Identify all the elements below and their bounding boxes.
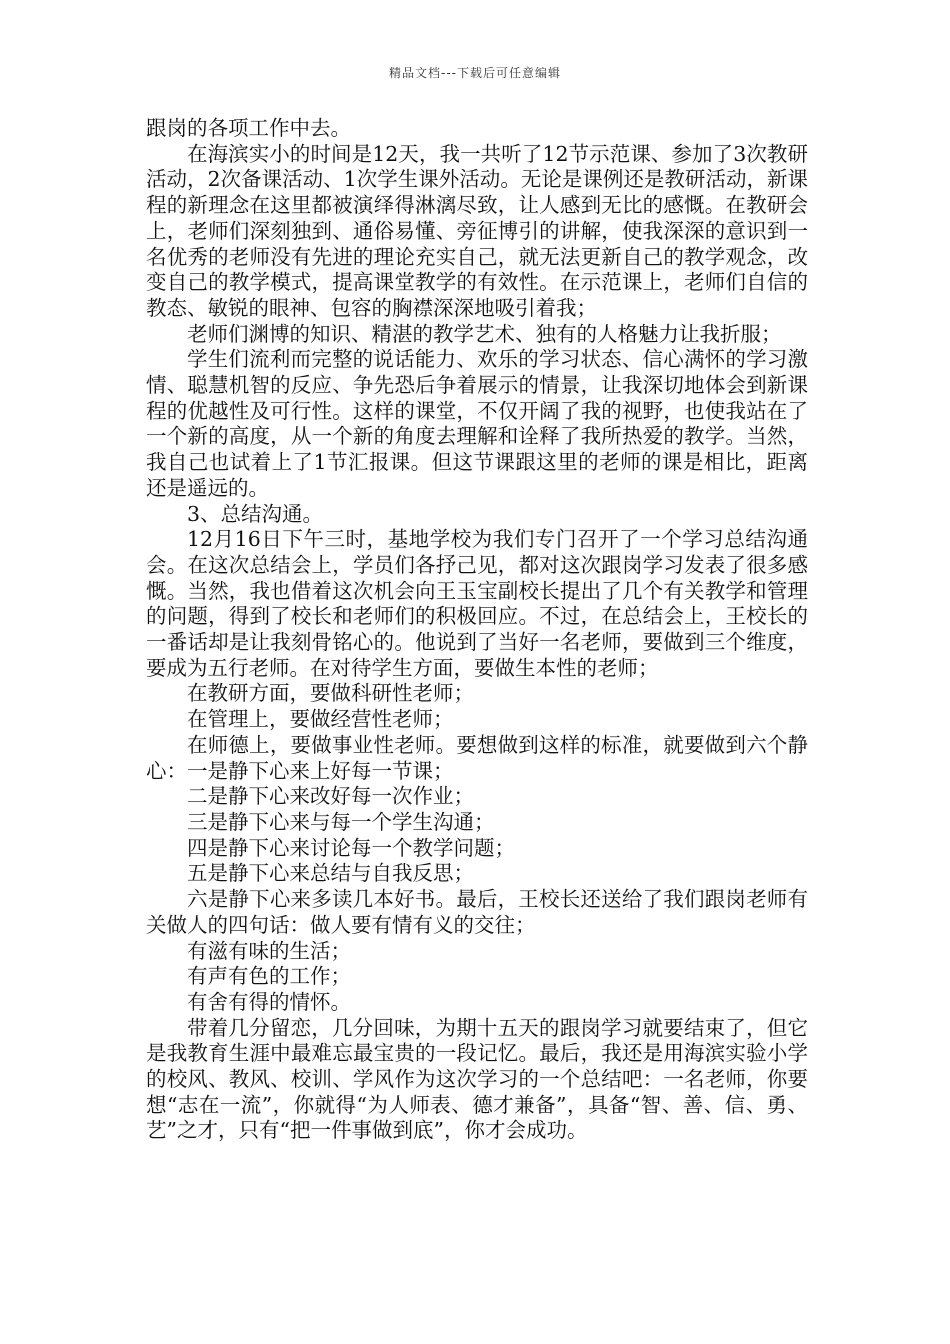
paragraph: 12月16日下午三时，基地学校为我们专门召开了一个学习总结沟通会。在这次总结会上，学员们各抒己见，都对这次跟岗学习发表了很多感慨。当然，我也借着这次机会向王玉宝副校长提出了几个有关教学和管理的问题，得到了校长和老师们的积极回应。不过，在总结会上，王校长的一番话却是让我刻骨铭心的。他说到了当好一名老师，要做到三个维度，要成为五行老师。在对待学生方面，要做生本性的老师； <box>146 527 808 680</box>
paragraph: 在海滨实小的时间是12天，我一共听了12节示范课、参加了3次教研活动，2次备课活动、1次学生课外活动。无论是课例还是教研活动，新课程的新理念在这里都被演绎得淋漓尽致，让人感到无比的感慨。在教研会上，老师们深刻独到、通俗易懂、旁征博引的讲解，使我深深的意识到一名优秀的老师没有先进的理论充实自己，就无法更新自己的教学观念，改变自己的教学模式，提高课堂教学的有效性。在示范课上，老师们自信的教态、敏锐的眼神、包容的胸襟深深地吸引着我； <box>146 141 808 320</box>
paragraph: 四是静下心来讨论每一个教学问题； <box>187 835 515 860</box>
paragraph: 有舍有得的情怀。 <box>187 989 351 1014</box>
paragraph: 有滋有味的生活； <box>187 938 351 963</box>
paragraph: 在师德上，要做事业性老师。要想做到这样的标准，就要做到六个静心：一是静下心来上好每一节课； <box>146 732 808 783</box>
section-heading: 3、总结沟通。 <box>187 501 324 526</box>
paragraph: 三是静下心来与每一个学生沟通； <box>187 809 495 834</box>
paragraph: 老师们渊博的知识、精湛的教学艺术、独有的人格魅力让我折服； <box>187 321 782 346</box>
paragraph: 跟岗的各项工作中去。 <box>146 116 351 140</box>
paragraph: 学生们流利而完整的说话能力、欢乐的学习状态、信心满怀的学习激情、聪慧机智的反应、争先恐后争着展示的情景，让我深切地体会到新课程的优越性及可行性。这样的课堂，不仅开阔了我的视野，也使我站在了一个新的高度，从一个新的角度去理解和诠释了我所热爱的教学。当然，我自己也试着上了1节汇报课。但这节课跟这里的老师的课是相比，距离还是遥远的。 <box>146 347 808 500</box>
paragraph: 有声有色的工作； <box>187 964 351 989</box>
paragraph: 五是静下心来总结与自我反思； <box>187 861 474 886</box>
page-header: 精品文档---下载后可任意编辑 <box>389 66 561 80</box>
paragraph: 二是静下心来改好每一次作业； <box>187 784 474 809</box>
paragraph: 带着几分留恋，几分回味，为期十五天的跟岗学习就要结束了，但它是我教育生涯中最难忘最宝贵的一段记忆。最后，我还是用海滨实验小学的校风、教风、校训、学风作为这次学习的一个总结吧：一名老师，你要想“志在一流”，你就得“为人师表、德才兼备”，具备“智、善、信、勇、艺”之才，只有“把一件事做到底”，你才会成功。 <box>146 1015 808 1143</box>
document-body <box>146 116 808 1144</box>
paragraph: 在教研方面，要做科研性老师； <box>187 681 474 706</box>
paragraph: 六是静下心来多读几本好书。最后，王校长还送给了我们跟岗老师有关做人的四句话：做人要有情有义的交往； <box>146 887 808 937</box>
paragraph: 在管理上，要做经营性老师； <box>187 707 454 732</box>
